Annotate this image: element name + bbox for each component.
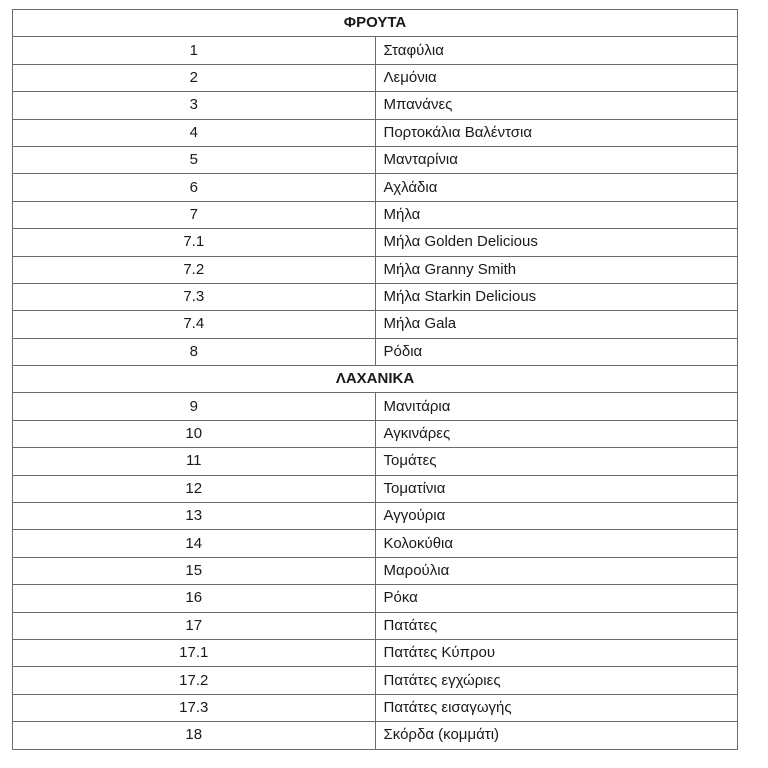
item-name: Μπανάνες (375, 92, 738, 119)
item-number: 11 (13, 448, 376, 475)
item-name: Σταφύλια (375, 37, 738, 64)
section-header-row (13, 366, 738, 393)
produce-table-body (13, 10, 738, 750)
item-number: 16 (13, 585, 376, 612)
item-name: Κολοκύθια (375, 530, 738, 557)
item-name: Αγκινάρες (375, 420, 738, 447)
table-row (13, 146, 738, 173)
item-name: Αχλάδια (375, 174, 738, 201)
item-number: 2 (13, 64, 376, 91)
table-row (13, 475, 738, 502)
item-number: 17 (13, 612, 376, 639)
item-number: 8 (13, 338, 376, 365)
table-row (13, 119, 738, 146)
section-title: ΛΑΧΑΝΙΚΑ (13, 366, 738, 393)
item-name: Μήλα Gala (375, 311, 738, 338)
table-row (13, 174, 738, 201)
item-number: 17.2 (13, 667, 376, 694)
item-name: Μήλα (375, 201, 738, 228)
table-row (13, 311, 738, 338)
table-row (13, 722, 738, 749)
item-name: Λεμόνια (375, 64, 738, 91)
item-name: Μήλα Starkin Delicious (375, 283, 738, 310)
table-row (13, 503, 738, 530)
item-name: Πατάτες εγχώριες (375, 667, 738, 694)
item-number: 9 (13, 393, 376, 420)
item-number: 5 (13, 146, 376, 173)
section-title: ΦΡΟΥΤΑ (13, 10, 738, 37)
table-row (13, 557, 738, 584)
item-name: Ρόδια (375, 338, 738, 365)
table-row (13, 420, 738, 447)
table-row (13, 92, 738, 119)
table-row (13, 448, 738, 475)
table-row (13, 694, 738, 721)
item-number: 17.1 (13, 639, 376, 666)
item-name: Σκόρδα (κομμάτι) (375, 722, 738, 749)
item-name: Αγγούρια (375, 503, 738, 530)
table-row (13, 338, 738, 365)
item-number: 18 (13, 722, 376, 749)
item-name: Ρόκα (375, 585, 738, 612)
table-row (13, 667, 738, 694)
item-number: 12 (13, 475, 376, 502)
item-name: Πατάτες εισαγωγής (375, 694, 738, 721)
item-number: 7.2 (13, 256, 376, 283)
item-name: Μανιτάρια (375, 393, 738, 420)
table-row (13, 639, 738, 666)
table-row (13, 393, 738, 420)
item-number: 15 (13, 557, 376, 584)
item-name: Πατάτες Κύπρου (375, 639, 738, 666)
item-name: Πατάτες (375, 612, 738, 639)
table-row (13, 585, 738, 612)
section-header-row (13, 10, 738, 37)
item-number: 6 (13, 174, 376, 201)
item-name: Μαρούλια (375, 557, 738, 584)
table-row (13, 37, 738, 64)
item-number: 3 (13, 92, 376, 119)
item-number: 7.4 (13, 311, 376, 338)
table-row (13, 229, 738, 256)
table-row (13, 256, 738, 283)
item-number: 13 (13, 503, 376, 530)
item-number: 14 (13, 530, 376, 557)
item-number: 1 (13, 37, 376, 64)
item-name: Μανταρίνια (375, 146, 738, 173)
item-number: 10 (13, 420, 376, 447)
table-row (13, 283, 738, 310)
item-number: 7.1 (13, 229, 376, 256)
table-row (13, 64, 738, 91)
item-number: 4 (13, 119, 376, 146)
table-row (13, 530, 738, 557)
table-row (13, 612, 738, 639)
item-name: Μήλα Golden Delicious (375, 229, 738, 256)
item-name: Πορτοκάλια Βαλέντσια (375, 119, 738, 146)
item-number: 17.3 (13, 694, 376, 721)
item-number: 7.3 (13, 283, 376, 310)
item-name: Τομάτες (375, 448, 738, 475)
item-name: Τοματίνια (375, 475, 738, 502)
item-name: Μήλα Granny Smith (375, 256, 738, 283)
produce-table (12, 9, 738, 750)
item-number: 7 (13, 201, 376, 228)
table-row (13, 201, 738, 228)
